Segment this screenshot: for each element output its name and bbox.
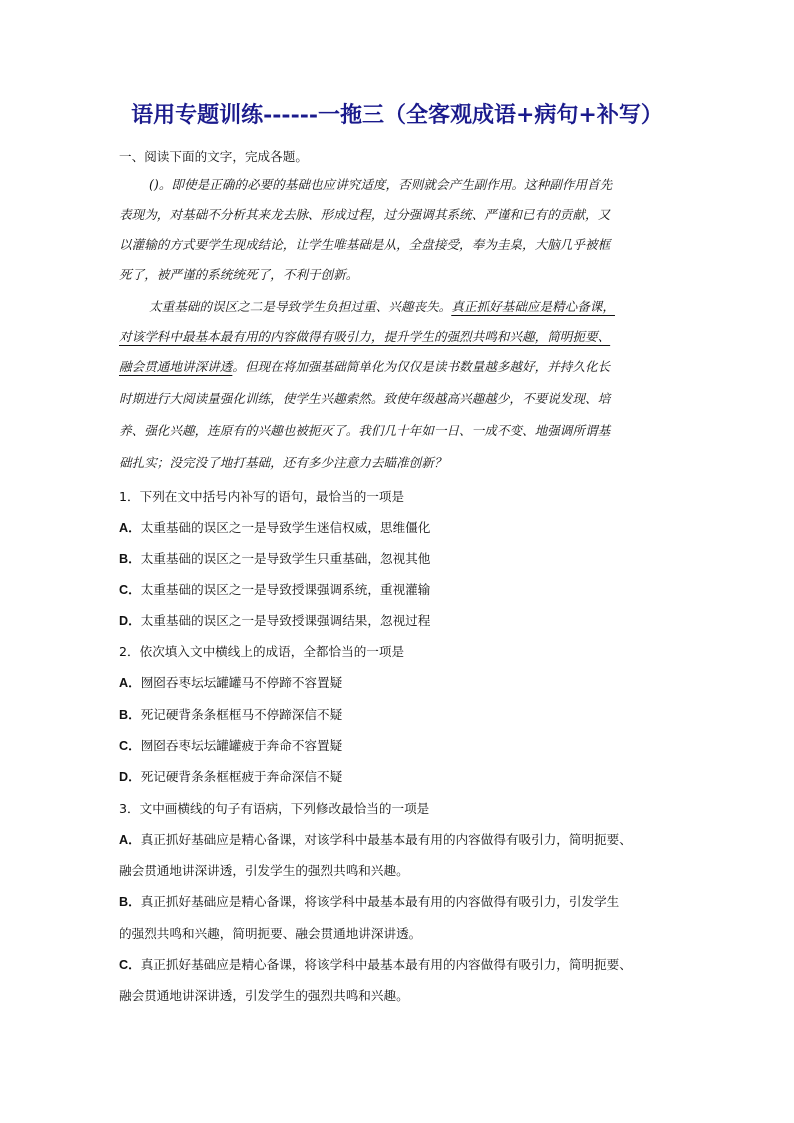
question-3-option-a bbox=[119, 831, 679, 849]
question-2-option-b bbox=[119, 706, 679, 724]
option-letter: B． bbox=[119, 552, 141, 566]
question-3-option-a-continued: 融会贯通地讲深讲透，引发学生的强烈共鸣和兴趣。 bbox=[119, 863, 409, 878]
question-3-option-b-continued: 的强烈共鸣和兴趣，简明扼要、融会贯通地讲深讲透。 bbox=[119, 926, 422, 941]
passage-p2-line-4: 时期进行大阅读量强化训练，使学生兴趣索然。致使年级越高兴趣越少，不要说发现、培 bbox=[119, 391, 611, 406]
option-text: 真正抓好基础应是精心备课，将该学科中最基本最有用的内容做得有吸引力，简明扼要、 bbox=[140, 957, 632, 972]
passage-p1-line-3: 以灌输的方式要学生现成结论，让学生唯基础是从，全盘接受，奉为圭臬，大脑几乎被框 bbox=[119, 237, 611, 252]
option-text: 太重基础的误区之一是导致学生迷信权威，思维僵化 bbox=[140, 520, 431, 535]
question-1-option-b bbox=[119, 550, 679, 568]
question-2-option-c bbox=[119, 737, 679, 755]
option-letter: B． bbox=[119, 708, 141, 722]
question-3-option-c bbox=[119, 956, 679, 974]
passage-p2-line-1-plain: 太重基础的误区之二是导致学生负担过重、兴趣丧失。 bbox=[149, 299, 452, 314]
passage-p2-line-5: 养、强化兴趣，连原有的兴趣也被扼灭了。我们几十年如一日、一成不变、地强调所谓基 bbox=[119, 423, 611, 438]
question-3-stem: 3．文中画横线的句子有语病，下列修改最恰当的一项是 bbox=[119, 801, 430, 816]
passage-p1-line-1: ()。即使是正确的必要的基础也应讲究适度，否则就会产生副作用。这种副作用首先 bbox=[149, 177, 613, 192]
underlined-sentence-part-3: 融会贯通地讲深讲透 bbox=[119, 359, 233, 374]
document-title: 语用专题训练------一拖三（全客观成语+病句+补写） bbox=[131, 102, 663, 128]
option-letter: A． bbox=[119, 676, 141, 690]
question-2-stem: 2．依次填入文中横线上的成语，全都恰当的一项是 bbox=[119, 644, 405, 659]
option-text: 囫囵吞枣坛坛罐罐马不停蹄不容置疑 bbox=[140, 675, 343, 690]
question-1-stem: 1．下列在文中括号内补写的语句，最恰当的一项是 bbox=[119, 489, 405, 504]
question-1-option-c bbox=[119, 581, 679, 599]
option-text: 真正抓好基础应是精心备课，对该学科中最基本最有用的内容做得有吸引力，简明扼要、 bbox=[140, 832, 632, 847]
option-letter: A． bbox=[119, 833, 141, 847]
passage-p2-line-3-plain: 。但现在将加强基础简单化为仅仅是读书数量越多越好，并持久化长 bbox=[232, 359, 611, 374]
passage-p2-line-2 bbox=[119, 328, 679, 346]
passage-p1-line-4: 死了，被严谨的系统统死了，不利于创新。 bbox=[119, 267, 359, 282]
question-2-option-a bbox=[119, 674, 679, 692]
option-letter: A． bbox=[119, 521, 141, 535]
question-1-option-d bbox=[119, 612, 679, 630]
question-3-option-b bbox=[119, 893, 679, 911]
option-letter: C． bbox=[119, 958, 141, 972]
section-heading: 一、阅读下面的文字，完成各题。 bbox=[119, 149, 308, 164]
option-text: 死记硬背条条框框疲于奔命深信不疑 bbox=[140, 769, 343, 784]
option-text: 太重基础的误区之一是导致学生只重基础，忽视其他 bbox=[140, 551, 431, 566]
option-letter: D． bbox=[119, 770, 141, 784]
passage-p2-line-3 bbox=[119, 358, 679, 376]
option-text: 太重基础的误区之一是导致授课强调系统，重视灌输 bbox=[140, 582, 431, 597]
underlined-sentence-part-1: 真正抓好基础应是精心备课， bbox=[451, 299, 615, 314]
option-letter: B． bbox=[119, 895, 141, 909]
option-text: 囫囵吞枣坛坛罐罐疲于奔命不容置疑 bbox=[140, 738, 343, 753]
passage-p2-line-6: 础扎实；没完没了地打基础，还有多少注意力去瞄准创新？ bbox=[119, 455, 447, 470]
option-text: 太重基础的误区之一是导致授课强调结果，忽视过程 bbox=[140, 613, 431, 628]
question-3-option-c-continued: 融会贯通地讲深讲透，引发学生的强烈共鸣和兴趣。 bbox=[119, 988, 409, 1003]
option-letter: C． bbox=[119, 739, 141, 753]
question-1-option-a bbox=[119, 519, 679, 537]
option-letter: D． bbox=[119, 614, 141, 628]
option-text: 死记硬背条条框框马不停蹄深信不疑 bbox=[140, 707, 343, 722]
option-letter: C． bbox=[119, 583, 141, 597]
option-text: 真正抓好基础应是精心备课，将该学科中最基本最有用的内容做得有吸引力，引发学生 bbox=[140, 894, 620, 909]
question-2-option-d bbox=[119, 768, 679, 786]
passage-p2-line-1 bbox=[149, 298, 679, 316]
passage-p1-line-2: 表现为，对基础不分析其来龙去脉、形成过程，过分强调其系统、严谨和已有的贡献，又 bbox=[119, 207, 611, 222]
underlined-sentence-part-2: 对该学科中最基本最有用的内容做得有吸引力，提升学生的强烈共鸣和兴趣，简明扼要、 bbox=[119, 329, 611, 344]
